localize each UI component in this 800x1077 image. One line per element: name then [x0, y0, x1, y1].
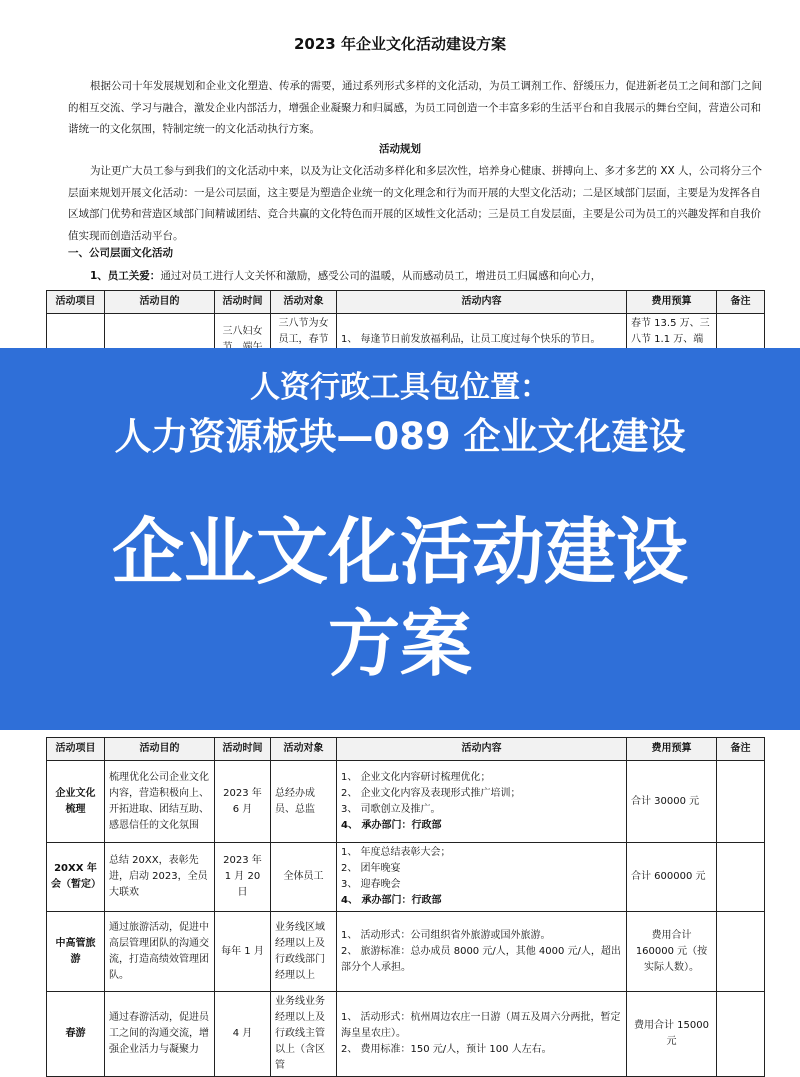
header-project: 活动项目 [47, 291, 105, 314]
content-item: 2、 企业文化内容及表现形式推广培训； [341, 787, 521, 799]
cell-note [717, 912, 765, 992]
content-item: 2、 团年晚宴 [341, 863, 401, 874]
cell-target: 三八节为女员工，春节 [271, 314, 337, 367]
table-header-row [47, 291, 765, 314]
cell-time: 2023 年 1 月 20 日 [215, 843, 271, 912]
table-row [47, 761, 765, 843]
header-note: 备注 [717, 738, 765, 761]
cell-time: 每年 1 月 [215, 912, 271, 992]
cell-time: 4 月 [215, 992, 271, 1077]
intro-paragraph: 根据公司十年发展规划和企业文化塑造、传承的需要，通过系列形式多样的文化活动，为员工调剂工作、舒缓压力，促进新老员工之间和部门之间的相互交流、学习与融合，激发企业内部活力，增强企业凝聚力和归属感，为员工同创造一个丰富多彩的生活平台和自我展示的舞台空间，营造公司和谐统一的文化氛围，特制定统一的文化活动执行方案。 [68, 80, 762, 135]
cell-note [717, 761, 765, 843]
banner-toolkit-location: 人资行政工具包位置： [250, 370, 550, 405]
cell-content [337, 843, 627, 912]
cell-budget: 合计 30000 元 [627, 761, 717, 843]
cell-target: 总经办成员、总监 [271, 761, 337, 843]
cell-project: 企业文化梳理 [47, 761, 105, 843]
banner-main-title-line2: 方案 [327, 602, 472, 686]
cell-note [717, 992, 765, 1077]
cell-content [337, 992, 627, 1077]
content-item: 2、 旅游标准：总办成员 8000 元/人，其他 4000 元/人，超出部分个人承担。 [341, 945, 621, 973]
section-title: 活动规划 [379, 143, 421, 155]
plan-paragraph: 为让更广大员工参与到我们的文化活动中来，以及为让文化活动多样化和多层次性，培养身心健康、拼搏向上、多才多艺的 XX 人，公司将分三个层面来规划开展文化活动：一是公司层面，这主要是为塑造企业统一的文化理念和行为而开展的大型文化活动；二是区域部门层面，主要是为发挥各自区域部门优势和营造区域部门间精诚团结、竞合共赢的文化特色而开展的区域性文化活动；三是员工自发层面，主要是公司为员工的兴趣发挥和自我价值实现而创造活动平台。 [68, 165, 763, 242]
content-item: 1、 企业文化内容研讨梳理优化； [341, 771, 491, 783]
cell-target: 全体员工 [271, 843, 337, 912]
cell-purpose: 梳理优化公司企业文化内容，营造积极向上、开拓进取、团结互助、感恩信任的文化氛围 [105, 761, 215, 843]
content-item: 4、 承办部门：行政部 [341, 895, 442, 906]
cell-budget: 春节 13.5 万、三八节 1.1 万、端 [627, 314, 717, 367]
cell-budget: 费用合计 15000 元 [627, 992, 717, 1077]
banner-main-title [0, 506, 800, 690]
header-project: 活动项目 [47, 738, 105, 761]
cell-time: 2023 年 6 月 [215, 761, 271, 843]
content-item: 4、 承办部门：行政部 [341, 819, 442, 831]
cell-budget: 费用合计 160000 元（按实际人数）。 [627, 912, 717, 992]
table-company-activities [46, 737, 765, 1077]
cell-note [717, 843, 765, 912]
content-item: 1、 活动形式：公司组织省外旅游或国外旅游。 [341, 929, 551, 941]
heading-company-level: 一、公司层面文化活动 [68, 247, 173, 259]
header-time: 活动时间 [215, 291, 271, 314]
cell-target: 业务线业务经理以上及行政线主管以上（含区管 [271, 992, 337, 1077]
cell-time: 三八妇女 [215, 314, 271, 367]
content-item: 1、 年度总结表彰大会； [341, 847, 451, 858]
cell-target: 业务线区域经理以上及行政线部门经理以上 [271, 912, 337, 992]
document-title: 2023 年企业文化活动建设方案 [294, 35, 506, 53]
heading-employee-care-label: 1、员工关爱： [90, 270, 161, 282]
table-row [47, 912, 765, 992]
content-item: 2、 费用标准：150 元/人，预计 100 人左右。 [341, 1044, 552, 1055]
heading-employee-care [90, 268, 601, 283]
banner-module-name: 人力资源板块—089 企业文化建设 [114, 415, 686, 458]
cell-purpose: 总结 20XX，表彰先进，启动 2023，全员大联欢 [105, 843, 215, 912]
header-content: 活动内容 [337, 291, 627, 314]
content-item: 3、 迎春晚会 [341, 879, 401, 890]
header-purpose: 活动目的 [105, 291, 215, 314]
overlay-banner [0, 348, 800, 730]
header-budget: 费用预算 [627, 738, 717, 761]
cell-project: 中高管旅游 [47, 912, 105, 992]
banner-main-title-line1: 企业文化活动建设 [111, 510, 688, 594]
table-row [47, 992, 765, 1077]
cell-content [337, 912, 627, 992]
header-content: 活动内容 [337, 738, 627, 761]
table-header-row [47, 738, 765, 761]
cell-content [337, 761, 627, 843]
header-purpose: 活动目的 [105, 738, 215, 761]
header-budget: 费用预算 [627, 291, 717, 314]
table-row [47, 843, 765, 912]
cell-project: 春游 [47, 992, 105, 1077]
cell-project: 20XX 年会（暂定） [47, 843, 105, 912]
content-item: 3、 司歌创立及推广。 [341, 803, 441, 815]
cell-budget: 合计 600000 元 [627, 843, 717, 912]
cell-content: 1、 每逢节日前发放福利品，让员工度过每个快乐的节日。 [337, 314, 627, 367]
header-time: 活动时间 [215, 738, 271, 761]
cell-purpose: 通过旅游活动，促进中高层管理团队的沟通交流，打造高绩效管理团队。 [105, 912, 215, 992]
header-target: 活动对象 [271, 738, 337, 761]
content-item: 1、 活动形式：杭州周边农庄一日游（周五及周六分两批，暂定海皇星农庄）。 [341, 1012, 621, 1039]
cell-purpose: 通过春游活动，促进员工之间的沟通交流，增强企业活力与凝聚力 [105, 992, 215, 1077]
heading-employee-care-text: 通过对员工进行人文关怀和激励，感受公司的温暖，从而感动员工，增进员工归属感和向心力， [160, 270, 602, 282]
header-target: 活动对象 [271, 291, 337, 314]
header-note: 备注 [717, 291, 765, 314]
